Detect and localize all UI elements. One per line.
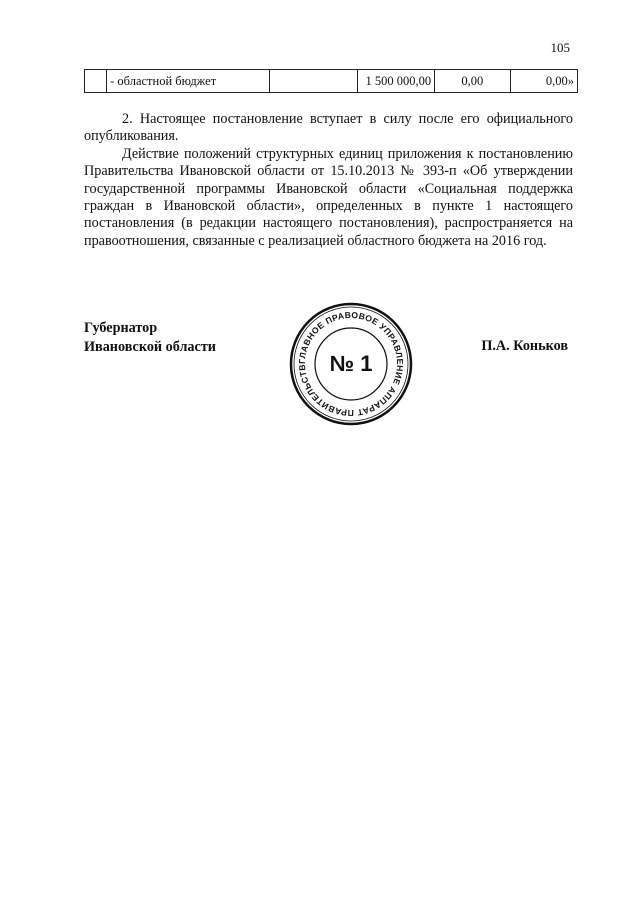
page-number: 105 [550, 40, 570, 55]
table-cell-empty [85, 70, 107, 93]
seal-ring-text: ГЛАВНОЕ ПРАВОВОЕ УПРАВЛЕНИЕ АППАРАТ ПРАВИТЕЛЬСТВ [296, 309, 406, 419]
table-cell-amount: 0,00 [435, 70, 510, 93]
signatory-name: П.А. Коньков [481, 338, 568, 354]
table-cell-amount: 0,00» [510, 70, 577, 93]
table-cell-blank [270, 70, 358, 93]
table-row [85, 70, 578, 93]
table-cell-label: - областной бюджет [107, 70, 270, 93]
position-line: Губернатор [84, 320, 158, 336]
position-line: Ивановской области [84, 339, 216, 355]
paragraph: Действие положений структурных единиц приложения к постановлению Правительства Ивановской области от 15.10.2013 № 393-п «Об утверждении государственной программы Ивановской области «Социальная поддержка граждан в Ивановской области», определенных в пункте 1 настоящего постановления (в редакции настоящего постановления), распространяется на правоотношения, связанные с реализацией областного бюджета на 2016 год. [84, 145, 573, 249]
budget-table [84, 69, 578, 93]
seal-number: № 1 [329, 351, 373, 376]
table-cell-amount: 1 500 000,00 [357, 70, 434, 93]
official-seal [289, 302, 413, 426]
signatory-position [84, 319, 216, 357]
body-text [84, 111, 573, 250]
paragraph: 2. Настоящее постановление вступает в силу после его официального опубликования. [84, 111, 573, 145]
